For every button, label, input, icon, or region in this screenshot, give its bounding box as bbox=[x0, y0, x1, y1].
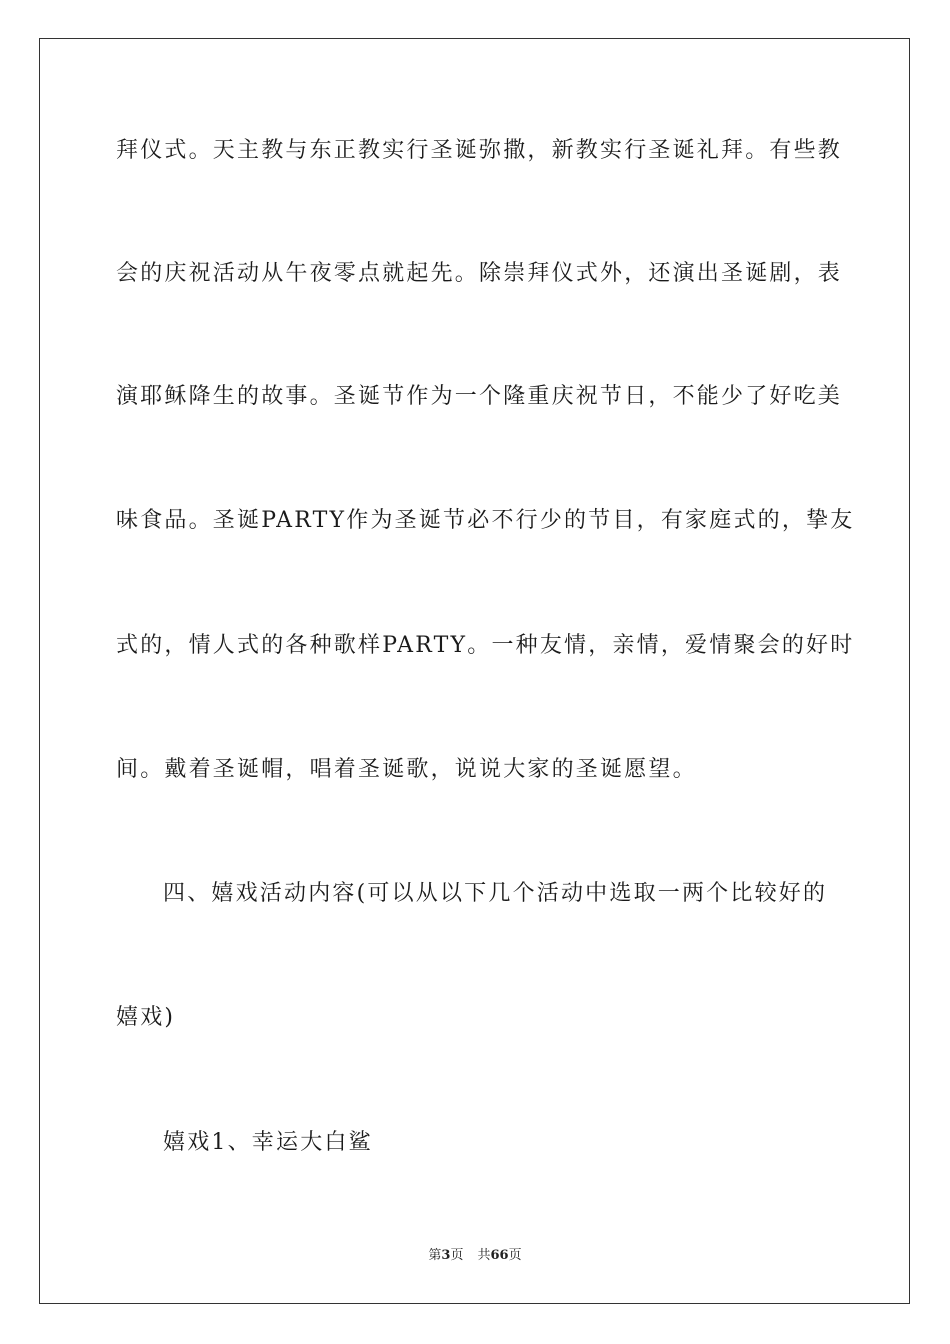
section-heading-continuation: 嬉戏) bbox=[116, 1005, 176, 1030]
body-text-line: 味食品。圣诞PARTY作为圣诞节必不行少的节目，有家庭式的，挚友 bbox=[116, 508, 855, 533]
section-heading: 四、嬉戏活动内容(可以从以下几个活动中选取一两个比较好的 bbox=[163, 881, 828, 906]
body-text-line: 演耶稣降生的故事。圣诞节作为一个隆重庆祝节日，不能少了好吃美 bbox=[116, 384, 843, 409]
page-suffix: 页 bbox=[450, 1248, 464, 1263]
page-frame bbox=[39, 38, 910, 1304]
subsection-heading: 嬉戏1、幸运大白鲨 bbox=[163, 1130, 373, 1155]
body-text-line: 式的，情人式的各种歌样PARTY。一种友情，亲情，爱情聚会的好时 bbox=[116, 633, 855, 658]
body-text-line: 会的庆祝活动从午夜零点就起先。除崇拜仪式外，还演出圣诞剧，表 bbox=[116, 261, 843, 286]
body-text-line: 拜仪式。天主教与东正教实行圣诞弥撒，新教实行圣诞礼拜。有些教 bbox=[116, 138, 843, 163]
total-suffix: 页 bbox=[508, 1248, 522, 1263]
current-page-number: 3 bbox=[441, 1248, 451, 1263]
total-pages-number: 66 bbox=[490, 1248, 509, 1263]
page-prefix: 第 bbox=[428, 1248, 442, 1263]
body-text-line: 间。戴着圣诞帽，唱着圣诞歌，说说大家的圣诞愿望。 bbox=[116, 757, 697, 782]
page-footer bbox=[0, 1247, 950, 1265]
total-prefix: 共 bbox=[477, 1248, 491, 1263]
